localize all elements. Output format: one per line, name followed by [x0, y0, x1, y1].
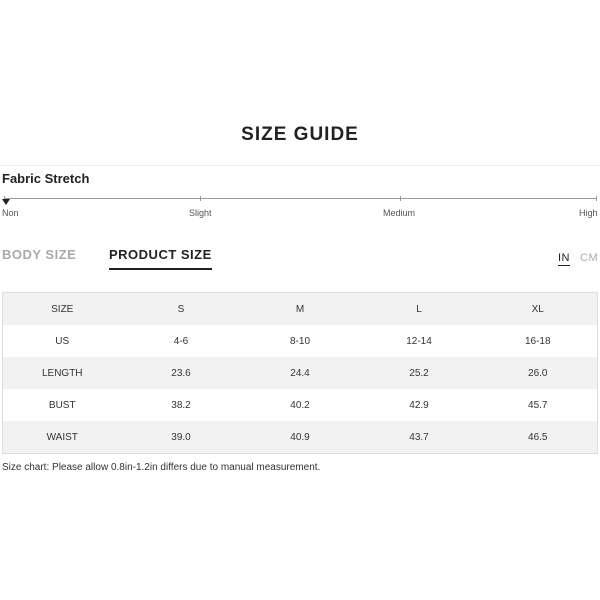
table-cell: LENGTH — [3, 357, 122, 389]
table-cell: 23.6 — [122, 357, 241, 389]
table-header-cell: XL — [479, 293, 598, 326]
table-cell: 24.4 — [241, 357, 360, 389]
measurement-note: Size chart: Please allow 0.8in-1.2in differs due to manual measurement. — [2, 462, 321, 473]
header-divider — [0, 165, 600, 166]
table-header-cell: SIZE — [3, 293, 122, 326]
table-cell: WAIST — [3, 421, 122, 454]
table-cell: 4-6 — [122, 325, 241, 357]
table-cell: 46.5 — [479, 421, 598, 454]
table-cell: 40.9 — [241, 421, 360, 454]
tab-body-size[interactable]: BODY SIZE — [2, 247, 77, 262]
stretch-tick — [200, 196, 201, 201]
table-row — [3, 421, 598, 454]
table-header-cell: L — [360, 293, 479, 326]
table-cell: 43.7 — [360, 421, 479, 454]
fabric-stretch-label: Fabric Stretch — [2, 171, 90, 186]
table-cell: 45.7 — [479, 389, 598, 421]
table-cell: 8-10 — [241, 325, 360, 357]
stretch-marker-icon — [2, 199, 10, 205]
table-cell: 25.2 — [360, 357, 479, 389]
table-header-cell: M — [241, 293, 360, 326]
table-row — [3, 325, 598, 357]
stretch-tick — [400, 196, 401, 201]
page-title: SIZE GUIDE — [241, 124, 359, 145]
table-header-row — [3, 293, 598, 326]
table-cell: US — [3, 325, 122, 357]
stretch-tick — [596, 196, 597, 201]
table-cell: 38.2 — [122, 389, 241, 421]
unit-toggle-in[interactable]: IN — [558, 252, 570, 264]
table-cell: 42.9 — [360, 389, 479, 421]
stretch-level-slight: Slight — [189, 208, 212, 218]
table-header-cell: S — [122, 293, 241, 326]
tab-product-size[interactable]: PRODUCT SIZE — [109, 247, 212, 270]
table-cell: 40.2 — [241, 389, 360, 421]
table-row — [3, 357, 598, 389]
stretch-level-high: High — [579, 208, 598, 218]
stretch-level-non: Non — [2, 208, 19, 218]
table-cell: 12-14 — [360, 325, 479, 357]
table-cell: BUST — [3, 389, 122, 421]
stretch-level-medium: Medium — [383, 208, 416, 218]
size-table — [2, 292, 598, 454]
unit-toggle-cm[interactable]: CM — [580, 252, 599, 264]
table-cell: 26.0 — [479, 357, 598, 389]
stretch-track — [4, 198, 597, 199]
table-cell: 39.0 — [122, 421, 241, 454]
table-row — [3, 389, 598, 421]
table-cell: 16-18 — [479, 325, 598, 357]
